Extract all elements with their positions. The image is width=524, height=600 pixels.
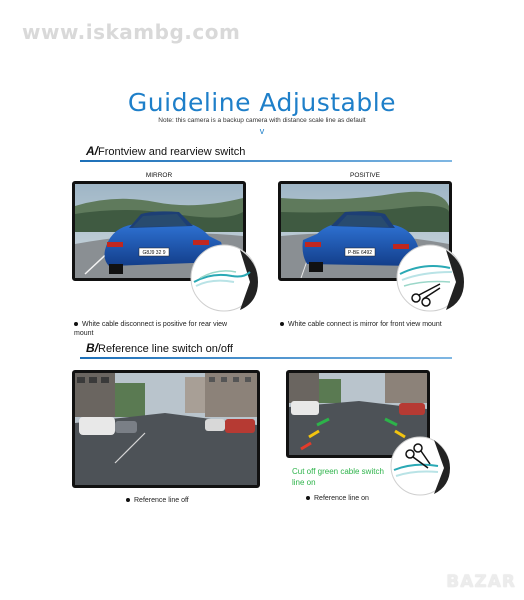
positive-label: POSITIVE xyxy=(350,172,380,179)
reference-off-caption-text: Reference line off xyxy=(134,497,189,504)
mirror-caption-text: White cable disconnect is positive for rear view mount xyxy=(74,321,228,337)
mirror-plate: G8J9 32 9 xyxy=(142,250,166,256)
section-a-heading xyxy=(86,144,245,158)
section-a-letter: A/ xyxy=(86,144,98,158)
reference-off-image xyxy=(72,370,260,488)
cut-green-note: Cut off green cable switch line on xyxy=(292,467,384,487)
positive-caption-text: White cable connect is mirror for front view mount xyxy=(288,321,442,328)
bullet-dot xyxy=(74,322,78,326)
bazar-logo: BAZAR xyxy=(446,572,516,592)
bullet-dot xyxy=(306,496,310,500)
section-b-letter: B/ xyxy=(86,341,98,355)
section-b-heading xyxy=(86,341,233,355)
reference-off-caption xyxy=(126,496,189,505)
positive-plate: P-BE 6492 xyxy=(347,250,373,256)
reference-on-caption-text: Reference line on xyxy=(314,495,369,502)
mirror-label: MIRROR xyxy=(145,172,173,179)
reference-off-scene xyxy=(75,373,257,485)
section-b-rule xyxy=(80,357,452,359)
page-note: Note: this camera is a backup camera with distance scale line as default xyxy=(158,117,366,124)
page-title: Guideline Adjustable xyxy=(127,88,397,117)
watermark-text: www.iskambg.com xyxy=(22,20,241,44)
bullet-dot xyxy=(280,322,284,326)
mirror-caption xyxy=(74,320,244,338)
section-b-title: Reference line switch on/off xyxy=(98,343,233,355)
chevron-down-icon: v xyxy=(259,126,265,136)
bullet-dot xyxy=(126,498,130,502)
cable-connected-icon xyxy=(394,242,466,314)
cable-disconnected-icon xyxy=(188,242,260,314)
cut-green-cable-icon xyxy=(388,434,452,498)
section-a-rule xyxy=(80,160,452,162)
positive-caption xyxy=(280,320,470,329)
section-a-title: Frontview and rearview switch xyxy=(98,146,246,158)
reference-on-caption xyxy=(306,494,369,503)
